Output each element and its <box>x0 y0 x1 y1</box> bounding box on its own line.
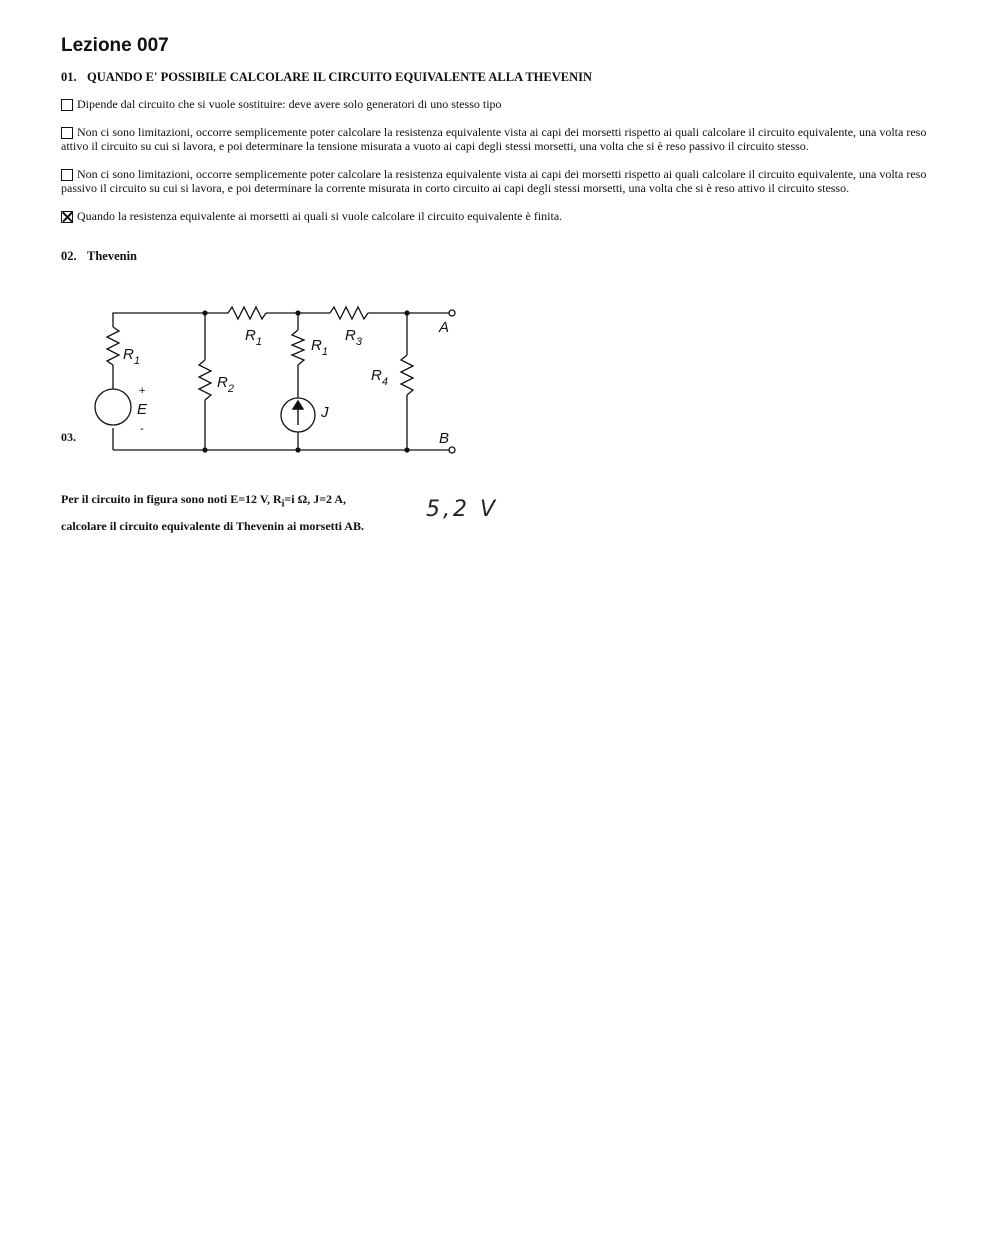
checkbox-icon[interactable] <box>61 127 73 139</box>
question-02-text: Thevenin <box>87 249 138 263</box>
svg-text:R1 <box>245 327 262 348</box>
label-r1-top-sub: 1 <box>255 336 262 348</box>
option-4-text: Quando la resistenza equivalente ai morsetti ai quali si vuole calcolare il circuito equivalente è finita. <box>77 209 563 223</box>
label-r1-left-sub: 1 <box>133 355 140 367</box>
svg-text:R4 <box>371 367 388 388</box>
checkbox-icon[interactable] <box>61 169 73 181</box>
label-r2: R <box>217 374 228 391</box>
label-j: J <box>321 404 329 421</box>
resistor-r1-top-icon <box>228 307 266 319</box>
label-r3-sub: 3 <box>355 336 362 348</box>
terminal-b-icon <box>449 447 455 453</box>
option-1-text: Dipende dal circuito che si vuole sostituire: deve avere solo generatori di uno stesso tipo <box>77 97 502 111</box>
label-plus: + <box>139 385 146 397</box>
question-01-header <box>61 70 592 85</box>
svg-text:R3 <box>345 327 363 348</box>
label-e: E <box>137 401 148 418</box>
label-r2-sub: 2 <box>227 383 234 395</box>
option-1[interactable] <box>61 97 936 111</box>
label-r4: R <box>371 367 382 384</box>
checked-checkbox-icon[interactable] <box>61 211 73 223</box>
checkbox-icon[interactable] <box>61 99 73 111</box>
circuit-diagram <box>85 295 475 465</box>
label-r1-mid: R <box>311 337 322 354</box>
label-r3: R <box>345 327 356 344</box>
question-02-header <box>61 249 137 264</box>
label-a: A <box>439 319 450 336</box>
question-03-line-1-rest: =i Ω, J=2 A, <box>284 492 347 506</box>
label-r1-mid-sub: 1 <box>321 346 328 358</box>
handwritten-answer: 5,2 V <box>426 497 499 522</box>
question-01-number: 01. <box>61 70 77 84</box>
svg-text:R2 <box>217 374 234 395</box>
option-2[interactable] <box>61 125 936 153</box>
svg-text:R1 <box>123 346 140 367</box>
resistor-r3-icon <box>330 307 368 319</box>
label-r1-left: R <box>123 346 134 363</box>
option-4[interactable] <box>61 209 936 223</box>
label-r4-sub: 4 <box>381 376 388 388</box>
question-02-number: 02. <box>61 249 77 263</box>
resistor-r1-mid-icon <box>292 330 304 365</box>
option-3[interactable] <box>61 167 936 195</box>
label-minus: - <box>140 423 144 435</box>
resistor-r1-left-icon <box>107 327 119 365</box>
terminal-a-icon <box>449 310 455 316</box>
svg-text:R1 <box>311 337 328 358</box>
question-03-line-1-text: Per il circuito in figura sono noti E=12 V, R <box>61 492 282 506</box>
question-03-line-1-sub: i <box>281 498 285 510</box>
option-3-text: Non ci sono limitazioni, occorre semplicemente poter calcolare la resistenza equivalente vista ai capi dei morsetti rispetto ai quali calcolare il circuito equivalente, una volta reso passivo il circuito su cui si lavora, e poi determinare la corrente misurata in corto circuito ai capi degli stessi morsetti, una volta che si è reso attivo il circuito stesso. <box>61 167 927 195</box>
question-03-number: 03. <box>61 430 76 444</box>
question-03-line-2: calcolare il circuito equivalente di Thevenin ai morsetti AB. <box>61 519 364 533</box>
question-01-text: QUANDO E' POSSIBILE CALCOLARE IL CIRCUITO EQUIVALENTE ALLA THEVENIN <box>87 70 592 84</box>
label-b: B <box>439 430 450 447</box>
page-title: Lezione 007 <box>61 35 169 56</box>
option-2-text: Non ci sono limitazioni, occorre semplicemente poter calcolare la resistenza equivalente vista ai capi dei morsetti rispetto ai quali calcolare il circuito equivalente, una volta reso attivo il circuito su cui si lavora, e poi determinare la tensione misurata a vuoto ai capi degli stessi morsetti, una volta che si è reso passivo il circuito stesso. <box>61 125 927 153</box>
question-03-line-1 <box>61 492 346 509</box>
resistor-r4-icon <box>401 355 413 395</box>
resistor-r2-icon <box>199 360 211 400</box>
voltage-source-icon <box>95 389 131 425</box>
label-r1-top: R <box>245 327 256 344</box>
